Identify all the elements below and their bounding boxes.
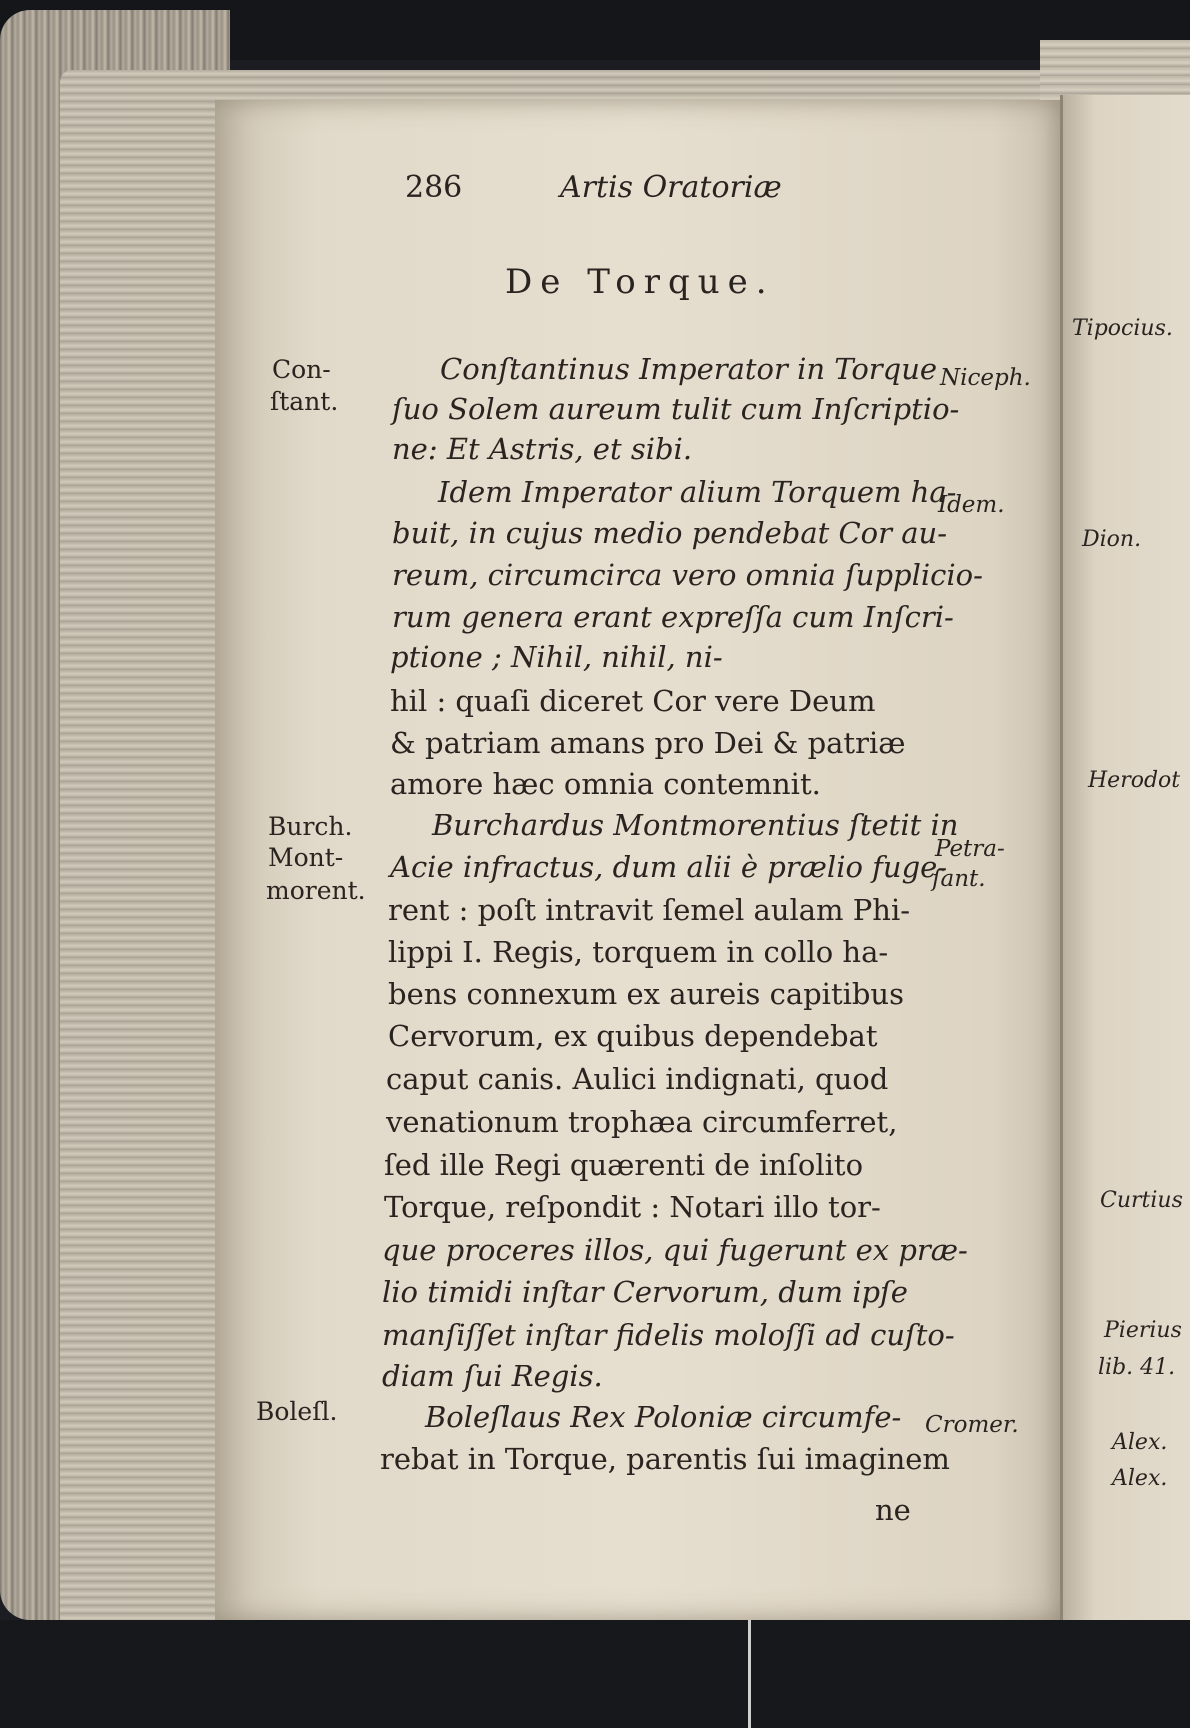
body-line: Idem Imperator alium Torquem ha- [438,475,957,509]
body-line: ſuo Solem aureum tulit cum Inſcriptio- [392,392,960,426]
background-bottom [0,1620,1190,1728]
body-line: bens connexum ex aureis capitibus [388,977,904,1011]
page-number: 286 [405,170,463,205]
body-line: reum, circumcirca vero omnia ſupplicio- [392,558,983,592]
body-line: lippi I. Regis, torquem in collo ha- [388,935,889,969]
margin-note-left: Burch. [268,812,353,841]
facing-margin-note: Pierius [1104,1318,1182,1343]
body-line: ne: Et Astris, et sibi. [392,432,693,466]
facing-margin-note: Curtius [1100,1188,1183,1213]
facing-page-edges [1040,40,1190,100]
margin-note-left: morent. [266,876,366,905]
body-line: ſed ille Regi quærenti de inſolito [384,1148,864,1182]
body-line: venationum trophæa circumferret, [386,1105,898,1139]
section-title: De Torque. [505,262,775,302]
facing-margin-note: Tipocius. [1072,316,1173,341]
running-head: Artis Oratoriæ [560,170,782,205]
margin-note-right: Petra- [935,836,1005,862]
facing-margin-note: lib. 41. [1098,1355,1176,1380]
facing-margin-note: Alex. [1112,1466,1168,1491]
body-line: que proceres illos, qui fugerunt ex præ- [382,1233,968,1267]
body-line: Boleſlaus Rex Poloniæ circumfe- [425,1400,902,1434]
body-line: rent : poſt intravit ſemel aulam Phi- [388,893,911,927]
margin-note-right: Niceph. [940,365,1031,391]
body-line: manſiſſet inſtar fidelis moloſſi ad cuſto- [382,1318,955,1352]
body-line: rum genera erant expreſſa cum Inſcri- [392,600,954,634]
body-line: Torque, reſpondit : Notari illo tor- [384,1190,881,1224]
body-line: Acie infractus, dum alii è prælio fuge- [390,850,948,884]
body-line: hil : quaſi diceret Cor vere Deum [390,684,876,718]
margin-note-left: Con- [272,355,331,384]
margin-note-right: ſant. [932,866,986,892]
body-line: diam ſui Regis. [382,1359,603,1393]
body-line: amore hæc omnia contemnit. [390,767,821,801]
margin-note-right: Cromer. [925,1412,1019,1438]
facing-margin-note: Dion. [1082,527,1142,552]
margin-note-right: Idem. [938,492,1005,518]
background-seam [748,1620,751,1728]
body-line: & patriam amans pro Dei & patriæ [390,726,906,760]
facing-margin-note: Alex. [1112,1430,1168,1455]
body-line: rebat in Torque, parentis ſui imaginem [380,1442,950,1476]
margin-note-left: Boleſl. [256,1397,338,1426]
margin-note-left: ſtant. [270,387,339,416]
body-line: Cervorum, ex quibus dependebat [388,1019,878,1053]
margin-note-left: Mont- [268,843,344,872]
body-line: lio timidi inſtar Cervorum, dum ipſe [382,1275,908,1309]
body-line: caput canis. Aulici indignati, quod [386,1062,889,1096]
catchword: ne [875,1493,911,1527]
body-line: ptione ; Nihil, nihil, ni- [390,640,723,674]
body-line: Conſtantinus Imperator in Torque [440,352,938,386]
body-line: Burchardus Montmorentius ſtetit in [432,808,959,842]
facing-margin-note: Herodot [1088,768,1181,793]
body-line: buit, in cujus medio pendebat Cor au- [392,516,947,550]
